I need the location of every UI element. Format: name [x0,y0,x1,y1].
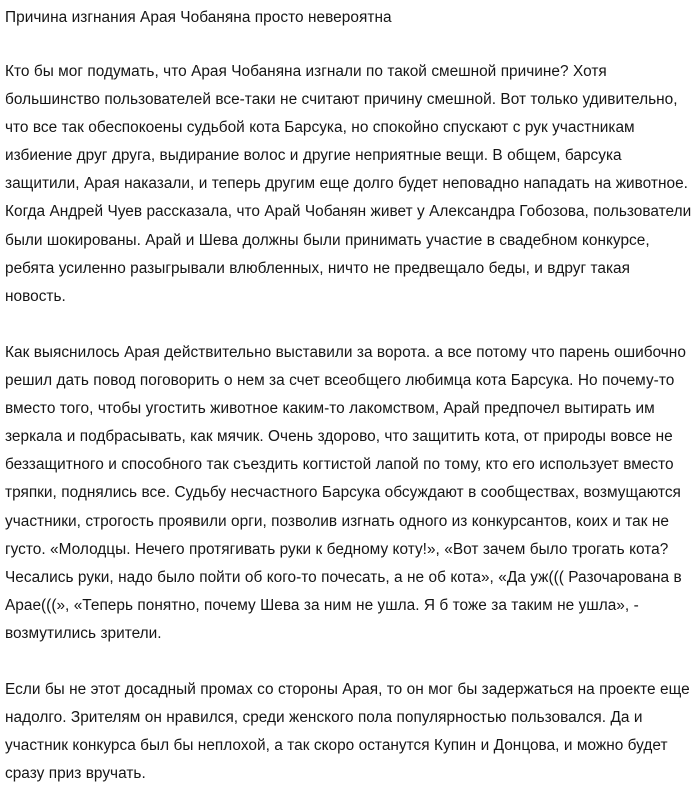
article-body [5,58,693,788]
title-spacer [5,32,693,58]
article-paragraph: Как выяснилось Арая действительно выставили за ворота. а все потому что парень ошибочно решил дать повод поговорить о нем за счет всеобщего любимца кота Барсука. Но почему-то вместо того, чтобы угостить животное каким-то лакомством, Арай предпочел вытирать им зеркала и подбрасывать, как мячик. Очень здорово, что защитить кота, от природы вовсе не беззащитного и способного так съездить когтистой лапой по тому, кто его использует вместо тряпки, поднялись все. Судьбу несчастного Барсука обсуждают в сообществах, возмущаются участники, строгость проявили орги, позволив изгнать одного из конкурсантов, коих и так не густо. «Молодцы. Нечего протягивать руки к бедному коту!», «Вот зачем было трогать кота? Чесались руки, надо было пойти об кого-то почесать, а не об кота», «Да уж((( Разочарована в Арае(((», «Теперь понятно, почему Шева за ним не ушла. Я б тоже за таким не ушла», - возмутились зрители. [5,343,686,642]
article-title: Причина изгнания Арая Чобаняна просто невероятна [5,9,392,26]
article-paragraph: Кто бы мог подумать, что Арая Чобаняна изгнали по такой смешной причине? Хотя большинство пользователей все-таки не считают причину смешной. Вот только удивительно, что все так обеспокоены судьбой кота Барсука, но спокойно спускают с рук участникам избиение друг друга, выдирание волос и другие неприятные вещи. В общем, барсука защитили, Арая наказали, и теперь другим еще долго будет неповадно нападать на животное. Когда Андрей Чуев рассказала, что Арай Чобанян живет у Александра Гобозова, пользователи были шокированы. Арай и Шева должны были принимать участие в свадебном конкурсе, ребята усиленно разыгрывали влюбленных, ничто не предвещало беды, и вдруг такая новость. [5,63,692,305]
article-paragraph: Если бы не этот досадный промах со стороны Арая, то он мог бы задержаться на проекте еще надолго. Зрителям он нравился, среди женского пола популярностью пользовался. Да и участник конкурса был бы неплохой, а так скоро останутся Купин и Донцова, и можно будет сразу приз вручать. [5,681,690,783]
